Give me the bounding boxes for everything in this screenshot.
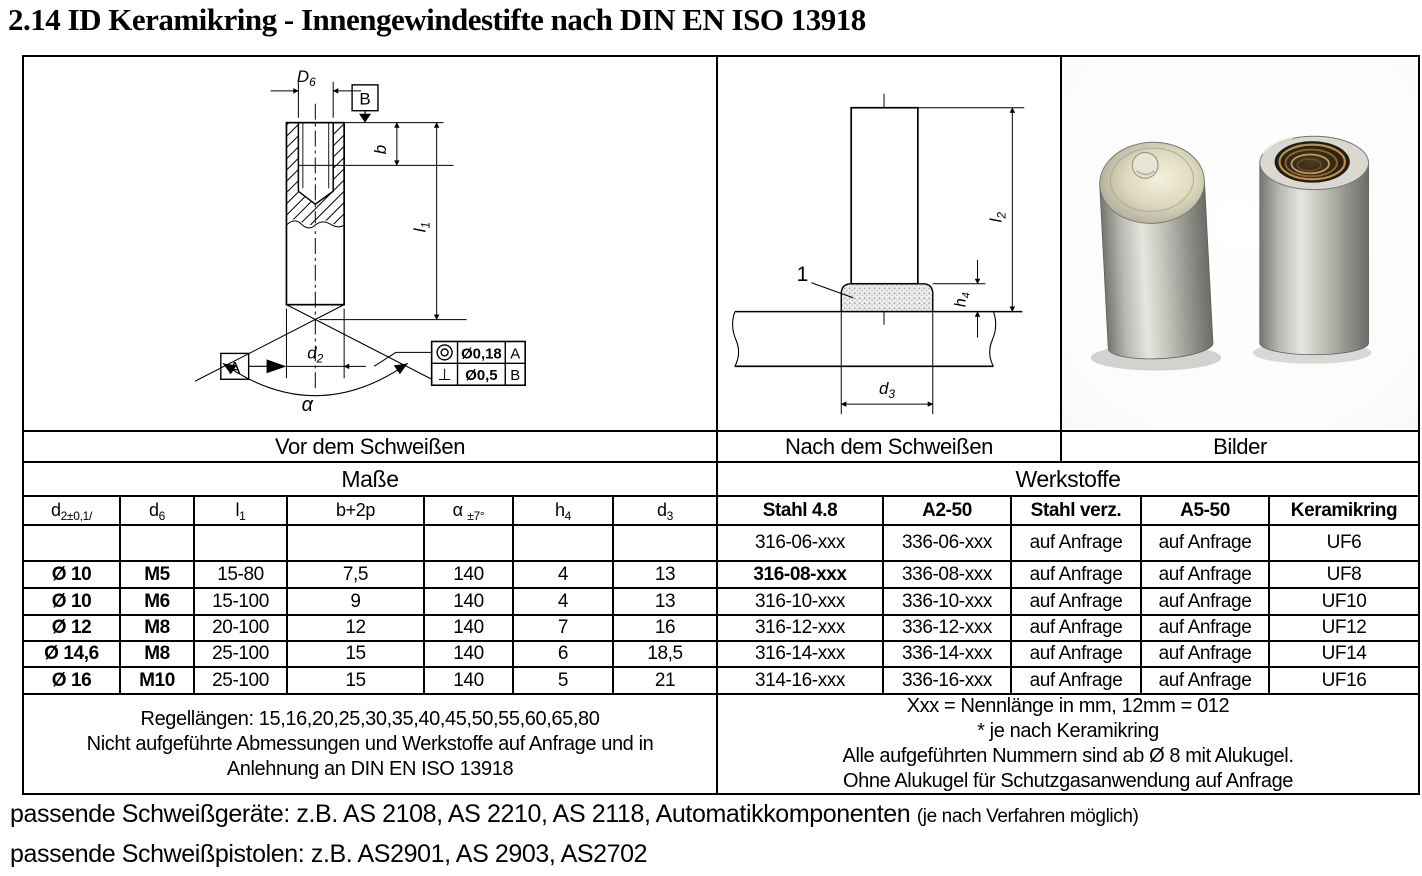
- plate: [733, 312, 1023, 367]
- group-title-row: [24, 461, 1418, 495]
- col-header-d3: d 3: [612, 497, 716, 524]
- dim-cell: Ø 10: [51, 590, 92, 612]
- d6-label: $D_6$: [296, 66, 316, 89]
- dim-cell: 9: [286, 589, 423, 614]
- mat-cell: UF10: [1268, 589, 1418, 614]
- note-line: Anlehnung an DIN EN ISO 13918: [226, 757, 514, 780]
- dim-cell: M8: [119, 642, 193, 666]
- welding-guns-line: passende Schweißpistolen: z.B. AS2901, AS 2903, AS2702: [10, 840, 648, 868]
- mat-cell: auf Anfrage: [1140, 526, 1268, 560]
- table-row: [24, 640, 1418, 666]
- fcf-tolerance-2: Ø0,5: [465, 368, 498, 385]
- section-images: Bilder: [1060, 432, 1418, 461]
- group-materials: Werkstoffe: [716, 463, 1418, 495]
- technical-drawing-after: [718, 58, 1060, 429]
- mat-cell: 336-06-xxx: [882, 526, 1010, 560]
- fcf-datum-1: A: [510, 346, 521, 363]
- l2-label: $l_2$: [986, 211, 1009, 223]
- mat-cell: auf Anfrage: [1140, 562, 1268, 587]
- group-dimensions: Maße: [341, 465, 399, 492]
- section-title-row: [24, 430, 1418, 461]
- mat-cell: 316-06-xxx: [716, 526, 882, 560]
- h4-label: $h_4$: [952, 292, 973, 308]
- mat-cell: 316-12-xxx: [716, 616, 882, 640]
- stud-outline: [851, 108, 918, 284]
- dim-cell: 140: [423, 562, 512, 587]
- dim-cell: 15-80: [193, 562, 286, 587]
- mat-cell: 336-10-xxx: [882, 589, 1010, 614]
- dim-cell: Ø 10: [51, 563, 92, 585]
- alpha-label: α: [301, 394, 314, 417]
- dim-cell: 140: [423, 642, 512, 666]
- dim-cell: 13: [612, 562, 716, 587]
- col-header-d6: d 6: [119, 497, 193, 524]
- dim-cell: 13: [612, 589, 716, 614]
- mat-cell: 316-10-xxx: [716, 589, 882, 614]
- l1-label: $l_1$: [410, 221, 433, 233]
- product-photo: [1060, 57, 1418, 430]
- dim-cell: [24, 526, 119, 560]
- col-header-alpha: α ±7°: [423, 497, 512, 524]
- col-header-stahl48: Stahl 4.8: [716, 497, 882, 524]
- dim-cell: 7: [512, 616, 612, 640]
- b-label: b: [370, 144, 390, 155]
- dim-cell: 140: [423, 668, 512, 693]
- mat-cell: auf Anfrage: [1140, 589, 1268, 614]
- d2-label: $d_2$: [307, 343, 324, 366]
- table-row: [24, 587, 1418, 614]
- column-header-row: [24, 495, 1418, 524]
- dim-cell: M10: [119, 668, 193, 693]
- dim-cell: 6: [512, 642, 612, 666]
- dim-cell: 15-100: [193, 589, 286, 614]
- mat-cell: 336-14-xxx: [882, 642, 1010, 666]
- dim-cell: 140: [423, 589, 512, 614]
- mat-cell: UF8: [1268, 562, 1418, 587]
- drawings-row: [24, 57, 1418, 430]
- dim-cell: 5: [512, 668, 612, 693]
- datum-b-label: B: [359, 89, 371, 109]
- col-header-l1: l 1: [193, 497, 286, 524]
- mat-cell: 336-16-xxx: [882, 668, 1010, 693]
- mat-cell: UF12: [1268, 616, 1418, 640]
- table-row: [24, 666, 1418, 693]
- mat-cell: UF14: [1268, 642, 1418, 666]
- dim-cell: 12: [286, 616, 423, 640]
- main-table: [22, 55, 1420, 795]
- dim-cell: Ø 16: [51, 669, 92, 691]
- dim-cell: 4: [512, 589, 612, 614]
- d3-label: $d_3$: [878, 379, 896, 402]
- footer-text: [10, 800, 1420, 869]
- mat-cell: auf Anfrage: [1010, 668, 1140, 693]
- dim-cell: [193, 526, 286, 560]
- welding-devices-note: (je nach Verfahren möglich): [916, 806, 1139, 827]
- col-header-b2p: b+2p: [286, 497, 423, 524]
- dim-cell: 15: [286, 668, 423, 693]
- dim-cell: 21: [612, 668, 716, 693]
- mat-cell: auf Anfrage: [1010, 616, 1140, 640]
- weld-collar-number: 1: [796, 262, 809, 286]
- col-header-a550: A5-50: [1140, 497, 1268, 524]
- dim-cell: Ø 14,6: [44, 643, 99, 664]
- datum-a-label: A: [229, 358, 241, 378]
- dim-cell: 25-100: [193, 642, 286, 666]
- dim-cell: 16: [612, 616, 716, 640]
- note-line: Ohne Alukugel für Schutzgasanwendung auf Anfrage: [842, 770, 1294, 792]
- drawing-after-weld: [716, 57, 1060, 430]
- notes-left: [24, 695, 716, 793]
- dim-cell: M8: [119, 616, 193, 640]
- dim-cell: 20-100: [193, 616, 286, 640]
- mat-cell: 336-12-xxx: [882, 616, 1010, 640]
- section-before-weld: Vor dem Schweißen: [274, 433, 466, 459]
- dim-cell: [423, 526, 512, 560]
- note-line: * je nach Keramikring: [977, 720, 1159, 742]
- mat-cell: auf Anfrage: [1140, 642, 1268, 666]
- mat-cell: 316-08-xxx: [716, 562, 882, 587]
- note-line: Nicht aufgeführte Abmessungen und Werkstoffe auf Anfrage und in: [86, 732, 654, 755]
- dim-cell: 7,5: [286, 562, 423, 587]
- dim-cell: 140: [423, 616, 512, 640]
- table-row: [24, 560, 1418, 587]
- mat-cell: auf Anfrage: [1140, 668, 1268, 693]
- weld-collar: [841, 284, 933, 312]
- dim-cell: M5: [119, 562, 193, 587]
- dim-cell: [119, 526, 193, 560]
- dim-cell: Ø 12: [51, 617, 92, 638]
- dim-cell: 18,5: [612, 642, 716, 666]
- welding-devices-line: passende Schweißgeräte: z.B. AS 2108, AS 2210, AS 2118, Automatikkomponenten (je nach Verfahren möglich): [10, 800, 1139, 828]
- perpendicularity-icon: ⊥: [437, 367, 452, 385]
- stud-with-ball: [1098, 140, 1214, 362]
- col-header-stahl-verz: Stahl verz.: [1010, 497, 1140, 524]
- table-row: [24, 524, 1418, 560]
- datum-b-triangle: [359, 114, 371, 123]
- fcf-datum-2: B: [510, 368, 521, 385]
- mat-cell: auf Anfrage: [1010, 642, 1140, 666]
- dim-cell: [286, 526, 423, 560]
- dim-cell: [512, 526, 612, 560]
- note-line: Alle aufgeführten Nummern sind ab Ø 8 mit Alukugel.: [842, 745, 1294, 767]
- datum-a-triangle: [267, 359, 287, 373]
- notes-row: [24, 693, 1418, 793]
- fcf-tolerance-1: Ø0,18: [461, 346, 502, 363]
- dim-cell: 15: [286, 642, 423, 666]
- mat-cell: auf Anfrage: [1010, 526, 1140, 560]
- dim-cell: 25-100: [193, 668, 286, 693]
- note-line: Xxx = Nennlänge in mm, 12mm = 012: [906, 695, 1230, 717]
- page-title: 2.14 ID Keramikring - Innengewindestifte nach DIN EN ISO 13918: [8, 2, 866, 37]
- drawing-before-weld: [24, 57, 716, 430]
- col-header-a250: A2-50: [882, 497, 1010, 524]
- notes-right: [716, 695, 1418, 793]
- feature-control-frame: [432, 341, 525, 385]
- dim-cell: 4: [512, 562, 612, 587]
- mat-cell: 316-14-xxx: [716, 642, 882, 666]
- mat-cell: auf Anfrage: [1140, 616, 1268, 640]
- mat-cell: 314-16-xxx: [716, 668, 882, 693]
- col-header-h4: h 4: [512, 497, 612, 524]
- technical-drawing-before: [24, 58, 716, 429]
- note-line: Regellängen: 15,16,20,25,30,35,40,45,50,55,60,65,80: [140, 707, 600, 730]
- stud-photos: [1062, 58, 1418, 429]
- stud-with-thread: [1260, 136, 1369, 355]
- mat-cell: auf Anfrage: [1010, 589, 1140, 614]
- col-header-d2: d 2±0,1/: [50, 500, 93, 523]
- dim-cell: [612, 526, 716, 560]
- col-header-keramikring: Keramikring: [1268, 497, 1418, 524]
- table-row: [24, 614, 1418, 640]
- dim-cell: M6: [119, 589, 193, 614]
- mat-cell: UF16: [1268, 668, 1418, 693]
- mat-cell: auf Anfrage: [1010, 562, 1140, 587]
- mat-cell: 336-08-xxx: [882, 562, 1010, 587]
- section-after-weld: Nach dem Schweißen: [716, 432, 1060, 461]
- mat-cell: UF6: [1268, 526, 1418, 560]
